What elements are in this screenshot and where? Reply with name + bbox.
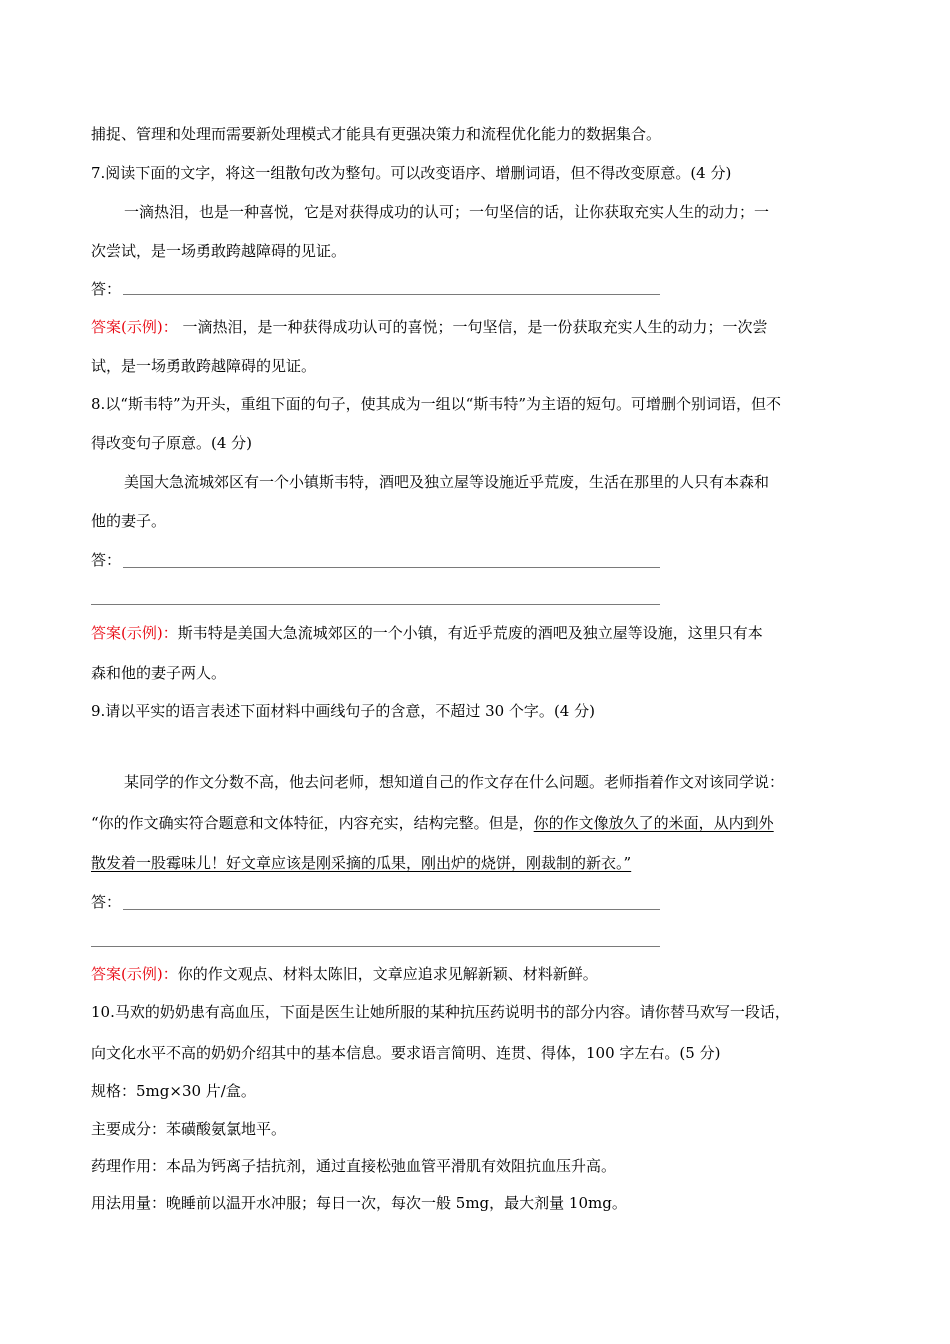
q8-answer-blank-1[interactable] <box>123 567 660 568</box>
q7-material-line-1: 一滴热泪，也是一种喜悦，它是对获得成功的认可；一句坚信的话，让你获取充实人生的动力；一 <box>124 203 770 221</box>
q9-answer-prefix: 答： <box>91 893 122 911</box>
q8-answer-blank-2[interactable] <box>91 604 660 605</box>
q7-answer-line-2: 试，是一场勇敢跨越障碍的见证。 <box>91 357 317 375</box>
q9-underlined-sentence-part-1: 你的作文像放久了的米面，从内到外 <box>533 814 774 832</box>
q8-answer-label: 答案(示例)： <box>91 624 178 642</box>
q10-pharmacology: 药理作用：本品为钙离子拮抗剂，通过直接松弛血管平滑肌有效阻抗血压升高。 <box>91 1157 617 1175</box>
q7-answer-prefix: 答： <box>91 280 122 298</box>
q8-answer-line-2: 森和他的妻子两人。 <box>91 664 227 682</box>
q9-material-line-1: 某同学的作文分数不高，他去问老师，想知道自己的作文存在什么问题。老师指着作文对该同学说： <box>124 773 785 791</box>
q9-material-line-2 <box>91 813 774 833</box>
q9-answer-label: 答案(示例)： <box>91 965 178 983</box>
intro-tail-text: 捕捉、管理和处理而需要新处理模式才能具有更强决策力和流程优化能力的数据集合。 <box>91 125 662 143</box>
q9-underlined-sentence-part-2: 散发着一股霉味儿！好文章应该是刚采摘的瓜果，刚出炉的烧饼，刚裁制的新衣。” <box>91 854 632 872</box>
q7-answer-text-1: 一滴热泪，是一种获得成功认可的喜悦；一句坚信，是一份获取充实人生的动力；一次尝 <box>177 318 768 336</box>
q8-answer-prefix: 答： <box>91 551 122 569</box>
q10-usage: 用法用量：晚睡前以温开水冲服；每日一次，每次一般 5mg，最大剂量 10mg。 <box>91 1194 627 1212</box>
q8-material-line-1: 美国大急流城郊区有一个小镇斯韦特，酒吧及独立屋等设施近乎荒废，生活在那里的人只有本森和 <box>124 473 770 491</box>
q9-material-line-3 <box>91 853 631 873</box>
q8-answer-text-1: 斯韦特是美国大急流城郊区的一个小镇，有近乎荒废的酒吧及独立屋等设施，这里只有本 <box>177 624 763 642</box>
q8-material-line-2: 他的妻子。 <box>91 512 167 530</box>
q7-material-line-2: 次尝试，是一场勇敢跨越障碍的见证。 <box>91 242 347 260</box>
q10-spec: 规格：5mg×30 片/盒。 <box>91 1082 256 1100</box>
q8-prompt-line-1: 8.以“斯韦特”为开头，重组下面的句子，使其成为一组以“斯韦特”为主语的短句。可增删个别词语，但不 <box>91 395 781 413</box>
q9-prompt: 9.请以平实的语言表述下面材料中画线句子的含意，不超过 30 个字。(4 分) <box>91 702 595 720</box>
q10-prompt-line-1: 10.马欢的奶奶患有高血压，下面是医生让她所服的某种抗压药说明书的部分内容。请你替马欢写一段话， <box>91 1003 790 1021</box>
q7-answer-label: 答案(示例)： <box>91 318 178 336</box>
q10-ingredient: 主要成分：苯磺酸氨氯地平。 <box>91 1120 287 1138</box>
q7-prompt: 7.阅读下面的文字，将这一组散句改为整句。可以改变语序、增删词语，但不得改变原意。(4 分) <box>91 164 732 182</box>
q8-prompt-line-2: 得改变句子原意。(4 分) <box>91 434 253 452</box>
q10-prompt-line-2: 向文化水平不高的奶奶介绍其中的基本信息。要求语言简明、连贯、得体，100 字左右。(5 分) <box>91 1044 721 1062</box>
q9-material-plain: “你的作文确实符合题意和文体特征，内容充实，结构完整。但是， <box>91 814 534 832</box>
q9-answer-line <box>91 964 598 984</box>
q8-answer-line-1 <box>91 623 763 643</box>
q9-answer-blank-1[interactable] <box>123 909 660 910</box>
q9-answer-text: 你的作文观点、材料太陈旧，文章应追求见解新颖、材料新鲜。 <box>177 965 598 983</box>
q9-answer-blank-2[interactable] <box>91 946 660 947</box>
q7-answer-blank[interactable] <box>123 294 660 295</box>
q7-answer-line-1 <box>91 317 768 337</box>
